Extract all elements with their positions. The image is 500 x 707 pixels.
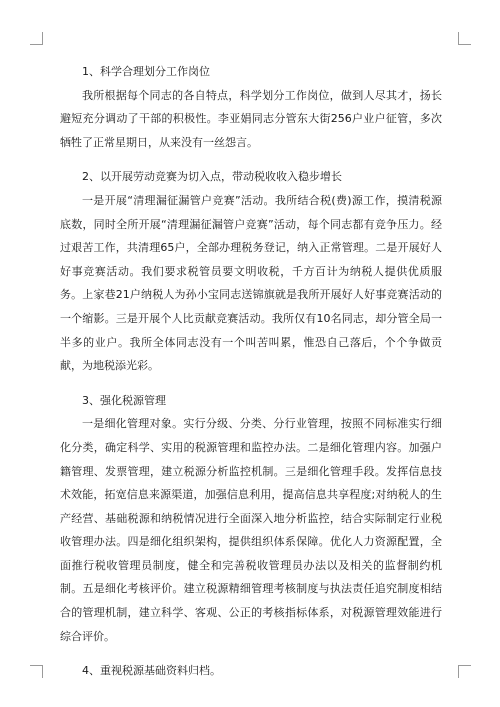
- crop-mark-top-left: [30, 32, 43, 45]
- section-heading-3: 3、强化税源管理: [82, 393, 166, 407]
- section-2-paragraph: 一是开展“清理漏征漏管户竞赛”活动。我所结合税(费)源工作，摸清税源底数，同时全所开展“清理漏征漏管户竞赛”活动，每个同志都有竞争压力。经过艰苦工作，共清理65户，全部办理税务登记，纳入正常管理。二是开展好人好事竞赛活动。我们要求税管员要文明收税，千方百计为纳税人提供优质服务。上家巷21户纳税人为孙小宝同志送锦旗就是我所开展好人好事竞赛活动的一个缩影。三是开展个人比贡献竞赛活动。我所仅有10名同志，却分管全局一半多的业户。我所全体同志没有一个叫苦叫累，惟恐自己落后，个个争做贡献，为地税添光彩。: [60, 193, 442, 373]
- section-heading-4: 4、重视税源基础资料归档。: [82, 664, 221, 678]
- crop-mark-bottom-right: [458, 665, 471, 678]
- section-1-paragraph: 我所根据每个同志的各自特点，科学划分工作岗位，做到人尽其才，扬长避短充分调动了干部的积极性。李亚娟同志分管东大街256户业户征管，多次牺牲了正常星期日，从来没有一丝怨言。: [60, 88, 442, 149]
- section-heading-2: 2、以开展劳动竞赛为切入点，带动税收收入稳步增长: [82, 170, 342, 184]
- document-body: [60, 60, 442, 683]
- crop-mark-bottom-left: [30, 665, 43, 678]
- section-3-paragraph: 一是细化管理对象。实行分级、分类、分行业管理，按照不同标准实行细化分类，确定科学、实用的税源管理和监控办法。二是细化管理内容。加强户籍管理、发票管理，建立税源分析监控机制。三是细化管理手段。发挥信息技术效能，拓宽信息来源渠道，加强信息利用，提高信息共享程度;对纳税人的生产经营、基础税源和纳税情况进行全面深入地分析监控，结合实际制定行业税收管理办法。四是细化组织架构，提供组织体系保障。优化人力资源配置，全面推行税收管理员制度，健全和完善税收管理员办法以及相关的监督制约机制。五是细化考核评价。建立税源精细管理考核制度与执法责任追究制度相结合的管理机制，建立科学、客观、公正的考核指标体系，对税源管理效能进行综合评价。: [60, 417, 442, 643]
- crop-mark-top-right: [458, 32, 471, 45]
- section-heading-1: 1、科学合理划分工作岗位: [82, 65, 210, 78]
